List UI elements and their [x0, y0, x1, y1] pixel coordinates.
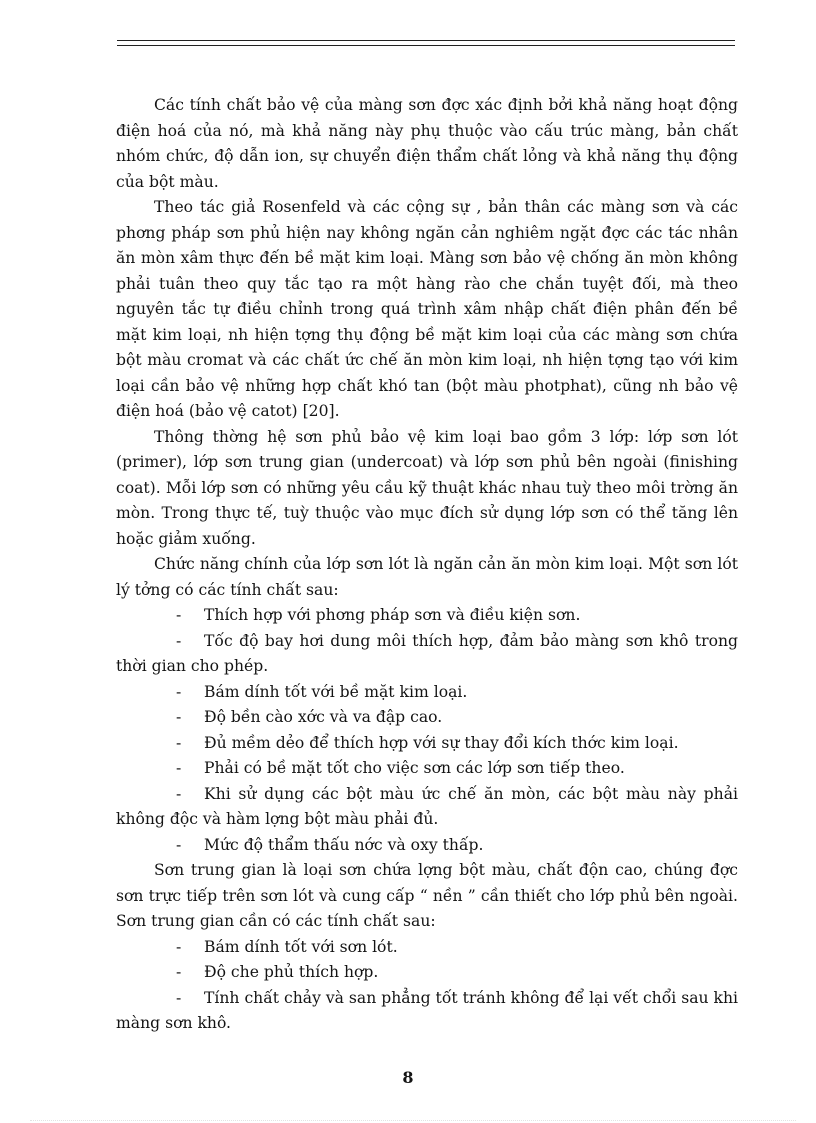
list-item [116, 603, 738, 629]
list-item-text: Bám dính tốt với bề mặt kim loại. [204, 682, 468, 701]
bullet-dash: - [176, 682, 182, 701]
list-item-text: Đủ mềm dẻo để thích hợp với sự thay đổi kích thớc kim loại. [204, 733, 679, 752]
page-body [116, 93, 738, 1037]
primer-properties-list [116, 603, 738, 858]
header-rule [117, 40, 735, 46]
list-item-text: Độ che phủ thích hợp. [204, 963, 379, 981]
list-item-text: Bám dính tốt với sơn lót. [204, 937, 398, 956]
bullet-dash: - [176, 784, 182, 803]
bullet-dash: - [176, 835, 182, 854]
paragraph-primer-function: Chức năng chính của lớp sơn lót là ngăn cản ăn mòn kim loại. Một sơn lót lý tởng có các tính chất sau: [116, 555, 738, 599]
bullet-dash: - [176, 759, 182, 777]
bullet-dash: - [176, 708, 182, 726]
list-item [116, 629, 738, 680]
paragraph-undercoat: Sơn trung gian là loại sơn chứa lợng bột màu, chất độn cao, chúng đợc sơn trực tiếp trên sơn lót và cung cấp “ nền ” cần thiết cho lớp phủ bên ngoài. Sơn trung gian cần có các tính chất sau: [116, 861, 738, 930]
paragraph-rosenfeld: Theo tác giả Rosenfeld và các cộng sự , bản thân các màng sơn và các phơng pháp sơn phủ hiện nay không ngăn cản nghiêm ngặt đợc các tác nhân ăn mòn xâm thực đến bề mặt kim loại. Màng sơn bảo vệ chống ăn mòn không phải tuân theo quy tắc tạo ra một hàng rào che chắn tuyệt đối, mà theo nguyên tắc tự điều chỉnh trong quá trình xâm nhập chất điện phân đến bề mặt kim loại, nh hiện tợng thụ động bề mặt kim loại của các màng sơn chứa bột màu cromat và các chất ức chế ăn mòn kim loại, nh hiện tợng tạo với kim loại cần bảo vệ những hợp chất khó tan (bột màu photphat), cũng nh bảo vệ điện hoá (bảo vệ catot) [20]. [116, 198, 738, 420]
list-item [116, 935, 738, 961]
list-item-text: Thích hợp với phơng pháp sơn và điều kiện sơn. [204, 606, 581, 624]
bullet-dash: - [176, 963, 182, 981]
list-item-text: Mức độ thẩm thấu nớc và oxy thấp. [204, 835, 484, 854]
list-item [116, 960, 738, 986]
list-item [116, 986, 738, 1037]
paragraph-coating-system: Thông thờng hệ sơn phủ bảo vệ kim loại bao gồm 3 lớp: lớp sơn lót (primer), lớp sơn trung gian (undercoat) và lớp sơn phủ bên ngoài (finishing coat). Mỗi lớp sơn có những yêu cầu kỹ thuật khác nhau tuỳ theo môi trờng ăn mòn. Trong thực tế, tuỳ thuộc vào mục đích sử dụng lớp sơn có thể tăng lên hoặc giảm xuống. [116, 427, 738, 548]
list-item-text: Tốc độ bay hơi dung môi thích hợp, đảm bảo màng sơn khô trong thời gian cho phép. [116, 631, 738, 675]
bullet-dash: - [176, 733, 182, 752]
page-number: 8 [402, 1068, 414, 1087]
list-item-text: Độ bền cào xớc và va đập cao. [204, 708, 443, 726]
undercoat-properties-list [116, 935, 738, 1037]
bullet-dash: - [176, 937, 182, 956]
list-item [116, 680, 738, 706]
list-item [116, 756, 738, 782]
list-item [116, 705, 738, 731]
list-item-text: Phải có bề mặt tốt cho việc sơn các lớp sơn tiếp theo. [204, 759, 625, 777]
list-item [116, 782, 738, 833]
bullet-dash: - [176, 988, 182, 1007]
list-item-text: Tính chất chảy và san phẳng tốt tránh không để lại vết chổi sau khi màng sơn khô. [116, 988, 738, 1032]
bullet-dash: - [176, 606, 182, 624]
list-item-text: Khi sử dụng các bột màu ức chế ăn mòn, các bột màu này phải không độc và hàm lợng bột màu phải đủ. [116, 784, 738, 828]
bullet-dash: - [176, 631, 182, 650]
paragraph-protective-properties: Các tính chất bảo vệ của màng sơn đợc xác định bởi khả năng hoạt động điện hoá của nó, mà khả năng này phụ thuộc vào cấu trúc màng, bản chất nhóm chức, độ dẫn ion, sự chuyển điện thẩm chất lỏng và khả năng thụ động của bột màu. [116, 96, 738, 191]
list-item [116, 731, 738, 757]
footer-divider [30, 1120, 796, 1121]
list-item [116, 833, 738, 859]
